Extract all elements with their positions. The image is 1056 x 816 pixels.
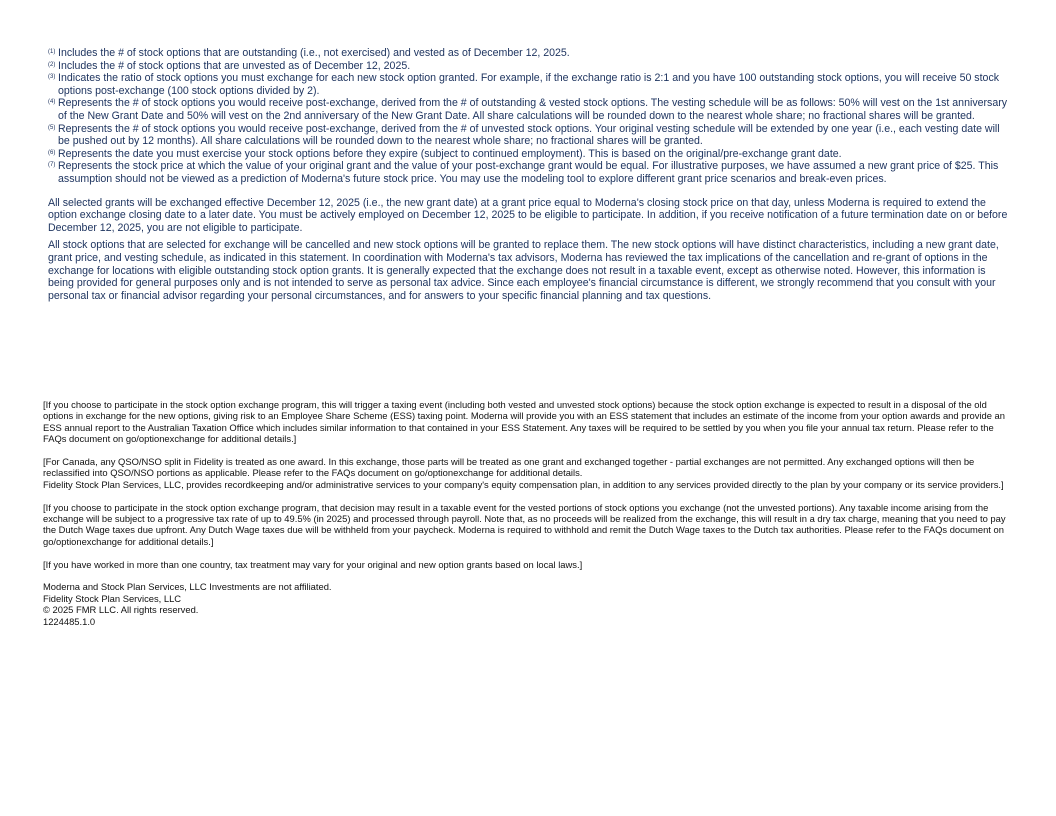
fidelity-services-disclaimer: Fidelity Stock Plan Services, LLC, provides recordkeeping and/or administrative services to your company's equity compensation plan, in addition to any services provided directly to the plan by your company or its service providers.] <box>43 478 1004 490</box>
footnote-marker: (5) <box>48 124 56 131</box>
copyright-notice: © 2025 FMR LLC. All rights reserved. <box>43 604 199 616</box>
company-name: Fidelity Stock Plan Services, LLC <box>43 592 182 604</box>
footnote-2 <box>48 60 1013 73</box>
footnote-marker: (1) <box>48 49 56 55</box>
footnote-text: Represents the date you must exercise your stock options before they expire (subject to continued employment). This is based on the original/pre-exchange grant date. <box>58 147 842 160</box>
australia-disclaimer: [If you choose to participate in the stock option exchange program, this will trigger a taxing event (including both vested and unvested stock options) because the stock option exchange is expected to result in a disposal of the old options in exchange for the new options, giving risk to an Employee Share Scheme (ESS) taxing point. Moderna will provide you with an ESS statement that includes an estimate of the income from your option awards and provide an ESS annual report to the Australian Taxation Office which includes similar information to that contained in your ESS Statement. Any taxes will be required to be settled by you when you file your annual tax return. Please refer to the FAQs document on go/optionexchange for additional details.] <box>43 399 1005 445</box>
footnote-text: Represents the # of stock options you would receive post-exchange, derived from the # of unvested stock options. Your original vesting schedule will be extended by one year (i.e., each vesting date will be pushed out by 12 months). All share calculations will be rounded down to the nearest whole share; no fractional shares will be granted. <box>58 122 1000 148</box>
footnote-1 <box>48 47 1013 60</box>
netherlands-disclaimer: [If you choose to participate in the stock option exchange program, that decision may result in a taxable event for the vested portions of stock options you exchange (not the unvested portions). Any taxable income arising from the exchange will be subject to a progressive tax rate of up to 49.5% (in 2025) and processed through payroll. Note that, as no proceeds will be realized from the exchange, this will result in a dry tax charge, meaning that you need to pay the Dutch Wage taxes due upfront. Any Dutch Wage taxes due will be withheld from your paycheck. Moderna is required to withhold and remit the Dutch Wage taxes to the Dutch tax authorities. Please refer to the FAQs document on go/optionexchange for additional details.] <box>43 501 1006 547</box>
footnote-3 <box>48 72 1013 97</box>
multi-country-disclaimer: [If you have worked in more than one country, tax treatment may vary for your original and new option grants based on local laws.] <box>43 558 583 570</box>
footnote-text: Represents the stock price at which the value of your original grant and the value of your post-exchange grant would be equal. For illustrative purposes, we have assumed a new grant price of $25. This assumption should not be viewed as a prediction of Moderna's future stock price. You may use the modeling tool to explore different grant price scenarios and break-even prices. <box>58 160 999 185</box>
footnote-marker: (2) <box>48 61 56 68</box>
footnote-text: Indicates the ratio of stock options you must exchange for each new stock option granted. For example, if the exchange ratio is 2:1 and you have 100 outstanding stock options, you will receive 50 stock options post-exchange (100 stock options divided by 2). <box>58 72 1000 97</box>
footnote-marker: (7) <box>48 162 56 169</box>
footnote-text: Includes the # of stock options that are unvested as of December 12, 2025. <box>58 59 411 72</box>
footnote-7 <box>48 160 1013 185</box>
canada-disclaimer: [For Canada, any QSO/NSO split in Fidelity is treated as one award. In this exchange, those parts will be treated as one grant and exchanged together - partial exchanges are not permitted. Any exchanged options will then be reclassified into QSO/NSO portions as applicable. Please refer to the FAQs document on go/optionexchange for additional details. <box>43 456 975 479</box>
footnote-marker: (4) <box>48 99 56 106</box>
document-id: 1224485.1.0 <box>43 615 96 627</box>
cancellation-paragraph: All stock options that are selected for exchange will be cancelled and new stock options will be granted to replace them. The new stock options will have distinct characteristics, including a new grant date, grant price, and vesting schedule, as indicated in this statement. In coordination with Moderna's tax advisors, Moderna has reviewed the tax implications of the cancellation and re-grant of options in the exchange for locations with eligible outstanding stock option grants. It is generally expected that the exchange does not result in a taxable event, except as otherwise noted. However, this information is being provided for general purposes only and is not intended to serve as personal tax advice. Since each employee's financial circumstance is different, we strongly recommend that you consult with your personal tax or financial advisor regarding your personal circumstances, and for answers to your specific financial planning and tax questions. <box>48 239 999 302</box>
footnote-marker: (6) <box>48 149 56 156</box>
footnote-4 <box>48 97 1013 122</box>
exchange-effective-paragraph: All selected grants will be exchanged effective December 12, 2025 (i.e., the new grant date) at a grant price equal to Moderna's closing stock price on that day, unless Moderna is required to extend the option exchange closing date to a later date. You must be actively employed on December 12, 2025 to be eligible to participate. In addition, if you receive notification of a future termination date on or before December 12, 2025, you are not eligible to participate. <box>48 196 1008 234</box>
footnote-marker: (3) <box>48 74 56 81</box>
disclaimers-section <box>43 399 1013 627</box>
footnote-text: Includes the # of stock options that are outstanding (i.e., not exercised) and vested as of December 12, 2025. <box>58 47 570 59</box>
footnotes-section <box>48 47 1013 302</box>
not-affiliated-notice: Moderna and Stock Plan Services, LLC Investments are not affiliated. <box>43 581 332 593</box>
footnote-6 <box>48 148 1013 161</box>
footnote-5 <box>48 123 1013 148</box>
footnote-text: Represents the # of stock options you would receive post-exchange, derived from the # of outstanding & vested stock options. The vesting schedule will be as follows: 50% will vest on the 1st anniversary of the New Grant Date and 50% will vest on the 2nd anniversary of the New Grant Date. All share calculations will be rounded down to the nearest whole share; no fractional shares will be granted. <box>58 97 1008 122</box>
